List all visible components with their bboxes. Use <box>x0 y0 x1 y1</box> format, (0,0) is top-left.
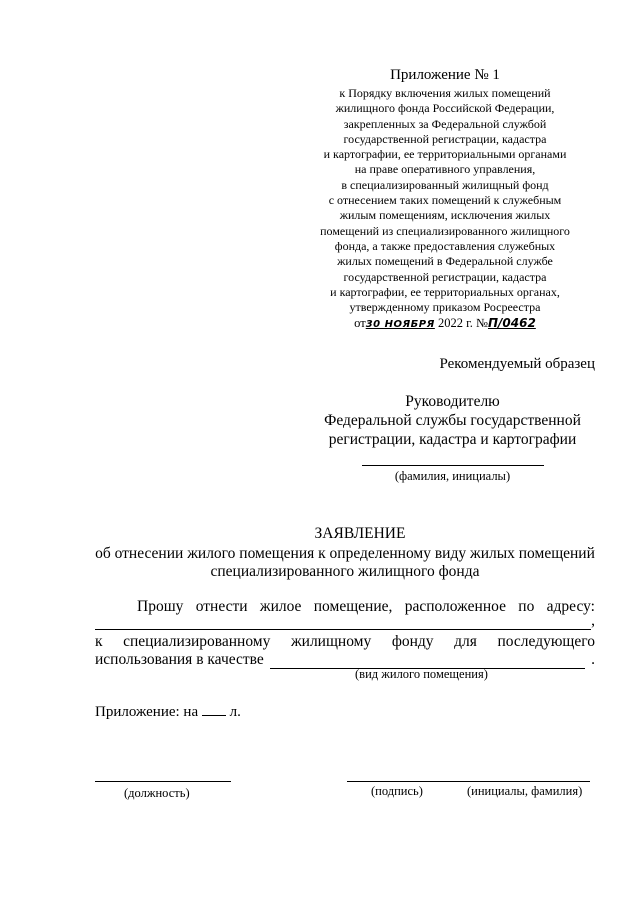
appendix-line: жилищного фонда Российской Федерации, <box>335 101 555 116</box>
appendix-line: и картографии, ее территориальными органами <box>323 147 567 162</box>
appendix-line: утвержденному приказом Росреестра <box>349 300 541 315</box>
appendix-line: закрепленных за Федеральной службой <box>343 116 547 131</box>
body-word: к <box>95 633 103 650</box>
body-word: отнести <box>195 598 248 615</box>
recommended-sample-label: Рекомендуемый образец <box>439 356 595 372</box>
addressee-name-caption: (фамилия, инициалы) <box>394 469 511 483</box>
signature-caption: (подпись) <box>371 784 423 798</box>
addressee-line: регистрации, кадастра и картографии <box>328 431 577 448</box>
attachment-pages-field[interactable] <box>202 703 226 716</box>
body-word: жилищному <box>290 633 372 650</box>
handwritten-number: П/0462 <box>488 316 536 331</box>
body-word: Прошу <box>137 598 184 615</box>
usage-period: . <box>591 651 595 668</box>
body-word: адресу: <box>546 598 595 615</box>
appendix-line: государственной регистрации, кадастра <box>343 269 547 284</box>
request-line-3 <box>95 633 595 651</box>
housing-type-caption: (вид жилого помещения) <box>355 667 488 681</box>
appendix-line: на праве оперативного управления, <box>354 162 536 177</box>
usage-prefix: использования в качестве <box>95 651 264 668</box>
appendix-line: в специализированный жилищный фонд <box>341 177 549 192</box>
appendix-line: и картографии, ее территориальных органах, <box>330 284 560 299</box>
position-caption: (должность) <box>124 786 190 800</box>
address-comma: , <box>591 612 595 629</box>
addressee-name-blank[interactable] <box>362 465 544 466</box>
appendix-title: Приложение № 1 <box>390 67 500 83</box>
body-word: фонду <box>391 633 434 650</box>
appendix-line: жилым помещениям, исключения жилых <box>339 208 551 223</box>
appendix-block <box>300 66 590 333</box>
statement-title: ЗАЯВЛЕНИЕ <box>314 525 406 542</box>
order-prefix: от <box>354 316 366 331</box>
address-line <box>95 612 595 630</box>
name-blank[interactable] <box>458 781 590 782</box>
attachment-prefix: Приложение: на <box>95 704 199 720</box>
attachment-line <box>95 703 595 721</box>
order-reference <box>300 315 590 333</box>
body-word: помещение, <box>313 598 393 615</box>
body-word: последующего <box>497 633 595 650</box>
appendix-line: жилых помещений в Федеральной службе <box>337 254 553 269</box>
address-field[interactable] <box>95 615 591 630</box>
signature-blank[interactable] <box>347 781 458 782</box>
order-year: 2022 г. № <box>434 316 488 331</box>
body-word: по <box>518 598 535 615</box>
addressee-block <box>300 392 605 484</box>
body-word: жилое <box>259 598 302 615</box>
request-line-4 <box>95 651 595 669</box>
body-word: для <box>454 633 477 650</box>
appendix-line: фонда, а также предоставления служебных <box>334 238 556 253</box>
position-blank[interactable] <box>95 781 231 782</box>
appendix-line: с отнесением таких помещений к служебным <box>328 193 562 208</box>
body-word: расположенное <box>404 598 506 615</box>
name-caption: (инициалы, фамилия) <box>467 784 583 798</box>
appendix-line: к Порядку включения жилых помещений <box>339 86 551 100</box>
addressee-line: Руководителю <box>405 393 500 410</box>
appendix-line: государственной регистрации, кадастра <box>343 131 547 146</box>
body-word: специализированному <box>123 633 271 650</box>
statement-subtitle: об отнесении жилого помещения к определенному виду жилых помещений специализированного жилищного фонда <box>95 545 595 580</box>
appendix-line: помещений из специализированного жилищного <box>320 223 570 238</box>
handwritten-date: 30 НОЯБРЯ <box>365 319 435 331</box>
attachment-suffix: л. <box>229 704 241 720</box>
addressee-line: Федеральной службы государственной <box>324 412 581 429</box>
